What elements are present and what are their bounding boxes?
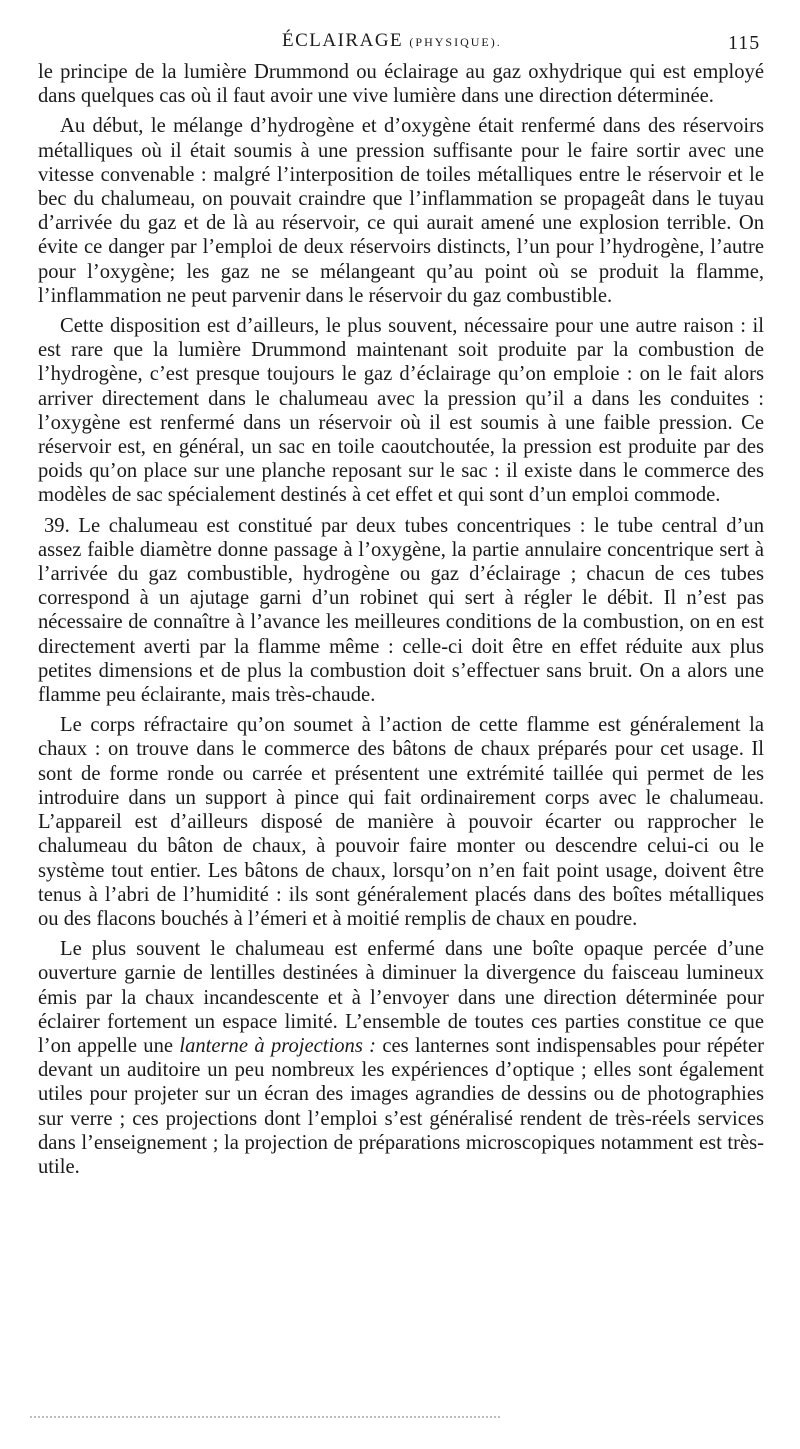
paragraph-section-39 [38, 514, 764, 708]
paragraph-text: le principe de la lumière Drummond ou éclairage au gaz oxhydrique qui est employé dans quelques cas où il faut avoir une vive lumière dans une direction déterminée. [38, 61, 764, 108]
page-number: 115 [728, 32, 761, 54]
paragraph-disposition [38, 314, 764, 508]
paragraph-text: Le chalumeau est constitué par deux tubes concentriques : le tube central d’un assez faible diamètre donne passage à l’oxygène, la partie annulaire concentrique sert à l’arrivée du gaz combustible, hydrogène ou gaz d’éclairage ; chacun de ces tubes correspond à un ajutage garni d’un robinet qui sert à régler le débit. Il n’est pas nécessaire de connaître à l’avance les meilleures conditions de la combustion, on en est directement averti par la flamme même : celle-ci doit être en effet réduite aux plus petites dimensions et de plus la combustion doit s’effectuer sans bruit. On a alors une flamme peu éclairante, mais très-chaude. [38, 514, 765, 707]
paragraph-text: Le plus souvent le chalumeau est enfermé dans une boîte opaque percée d’une ouverture garnie de lentilles destinées à diminuer la divergence du faisceau lumineux émis par la chaux incandescente et à l’envoyer dans une direction déterminée pour éclairer fortement un espace limité. L’ensemble de toutes ces parties constitue ce que l’on appelle une [38, 938, 764, 1057]
paragraph-lantern [38, 937, 764, 1179]
running-head [0, 30, 800, 54]
paragraph-continued [38, 60, 764, 108]
paragraph-reservoirs [38, 114, 764, 308]
running-title-sub: (PHYSIQUE). [409, 35, 502, 49]
running-title [282, 30, 502, 52]
paragraph-refractory [38, 713, 764, 931]
paragraph-text: Le corps réfractaire qu’on soumet à l’action de cette flamme est généralement la chaux : on trouve dans le commerce des bâtons de chaux préparés pour cet usage. Il sont de forme ronde ou carrée et présentent une extrémité taillée qui permet de les introduire dans un support à pince qui fait ordinairement corps avec le chalumeau. L’appareil est d’ailleurs disposé de manière à pouvoir écarter ou rapprocher le chalumeau du bâton de chaux, à pouvoir faire monter ou descendre celui-ci ou le système tout entier. Les bâtons de chaux, lorsqu’on n’en fait point usage, doivent être tenus à l’abri de l’humidité : ils sont généralement placés dans des boîtes métalliques ou des flacons bouchés à l’émeri et à moitié remplis de chaux en poudre. [38, 714, 764, 930]
body-text [38, 60, 764, 1179]
paragraph-text: Au début, le mélange d’hydrogène et d’oxygène était renfermé dans des réservoirs métalliques où il était soumis à une pression suffisante pour le faire sortir avec une vitesse convenable : malgré l’interposition de toiles métalliques entre le réservoir et le bec du chalumeau, on pouvait craindre que l’inflammation se propageât dans le tuyau d’arrivée du gaz et de là au réservoir, ce qui aurait amené une explosion terrible. On évite ce danger par l’emploi de deux réservoirs distincts, l’un pour l’hydrogène, l’autre pour l’oxygène; les gaz ne se mélangeant qu’au point où se produit la flamme, l’inflammation ne peut parvenir dans le réservoir du gaz combustible. [38, 115, 764, 307]
running-title-main: ÉCLAIRAGE [282, 30, 404, 51]
emphasis-term: lanterne à projections : [179, 1034, 377, 1057]
paragraph-text: Cette disposition est d’ailleurs, le plus souvent, nécessaire pour une autre raison : il est rare que la lumière Drummond maintenant soit produite par la combustion de l’hydrogène, c’est presque toujours le gaz d’éclairage qu’on emploie : on le fait alors arriver directement dans le chalumeau avec la pression qu’il a dans les conduites : l’oxygène est renfermé dans un réservoir où il est soumis à une faible pression. Ce réservoir est, en général, un sac en toile caoutchoutée, la pression est produite par des poids qu’on place sur une planche reposant sur le sac : il existe dans le commerce des modèles de sac spécialement destinés à cet effet et qui sont d’un emploi commode. [38, 315, 764, 507]
footer-print-smudge [30, 1416, 500, 1422]
section-number: 39. [44, 514, 70, 537]
paragraph-text-tail: ces lanternes sont indispensables pour répéter devant un auditoire un peu nombreux les expériences d’optique ; elles sont également utiles pour projeter sur un écran des images agrandies de dessins ou de photographies sur verre ; ces projections dont l’emploi s’est généralisé rendent de très-réels services dans l’enseignement ; la projection de préparations microscopiques notamment est très-utile. [38, 1034, 764, 1178]
